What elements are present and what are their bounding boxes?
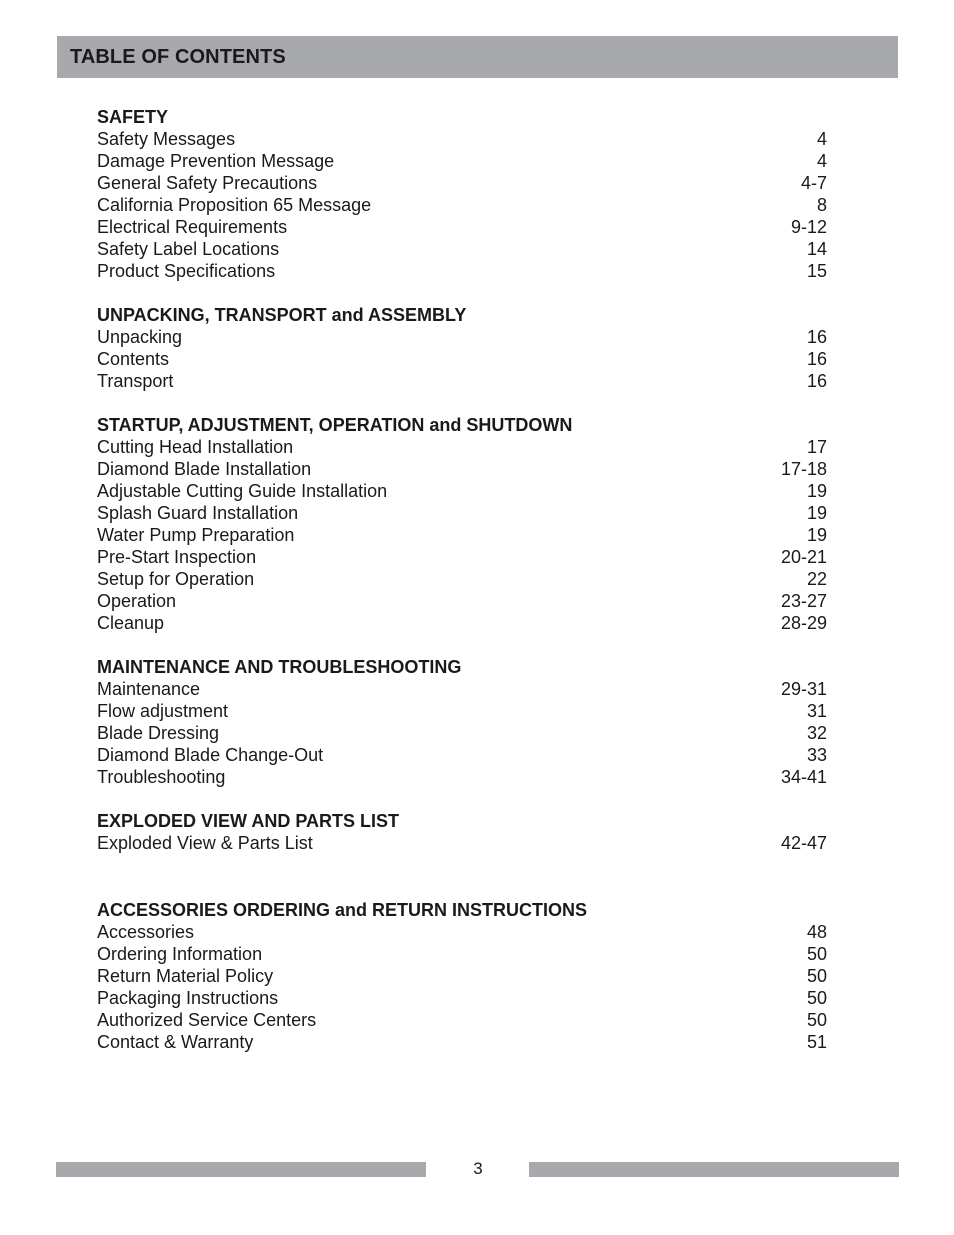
entry-title: Damage Prevention Message — [97, 151, 335, 171]
toc-entry[interactable] — [97, 832, 827, 854]
entry-page: 16 — [806, 349, 827, 369]
entry-page: 19 — [806, 525, 827, 545]
entry-page: 8 — [816, 195, 827, 215]
toc-entry[interactable] — [97, 678, 827, 700]
toc-section-safety — [97, 106, 827, 282]
entry-title: Contact & Warranty — [97, 1032, 254, 1052]
entry-title: General Safety Precautions — [97, 173, 318, 193]
entry-title: Diamond Blade Installation — [97, 459, 312, 479]
section-heading: STARTUP, ADJUSTMENT, OPERATION and SHUTDOWN — [97, 415, 573, 435]
page-title: TABLE OF CONTENTS — [70, 45, 286, 68]
entry-title: Safety Messages — [97, 129, 236, 149]
toc-entry[interactable] — [97, 766, 827, 788]
entry-title: Diamond Blade Change-Out — [97, 745, 324, 765]
entry-page: 19 — [806, 503, 827, 523]
toc-entry[interactable] — [97, 965, 827, 987]
entry-page: 17 — [806, 437, 827, 457]
entry-title: Maintenance — [97, 679, 201, 699]
entry-page: 23-27 — [780, 591, 827, 611]
toc-entry[interactable] — [97, 150, 827, 172]
toc-entry[interactable] — [97, 568, 827, 590]
toc-entry[interactable] — [97, 1009, 827, 1031]
entry-page: 31 — [806, 701, 827, 721]
entry-title: Blade Dressing — [97, 723, 220, 743]
section-heading: UNPACKING, TRANSPORT and ASSEMBLY — [97, 305, 467, 325]
entry-title: Safety Label Locations — [97, 239, 280, 259]
section-spacer — [97, 392, 827, 414]
entry-page: 50 — [806, 988, 827, 1008]
entry-page: 16 — [806, 327, 827, 347]
entry-title: Contents — [97, 349, 170, 369]
toc-entry[interactable] — [97, 194, 827, 216]
entry-page: 4-7 — [800, 173, 827, 193]
toc-entry[interactable] — [97, 326, 827, 348]
entry-page: 4 — [816, 151, 827, 171]
entry-title: Transport — [97, 371, 174, 391]
entry-title: Cutting Head Installation — [97, 437, 294, 457]
toc-entry[interactable] — [97, 943, 827, 965]
toc-entry[interactable] — [97, 744, 827, 766]
toc-entry[interactable] — [97, 260, 827, 282]
toc-section-exploded-view — [97, 810, 827, 854]
section-heading: EXPLODED VIEW AND PARTS LIST — [97, 811, 400, 831]
entry-page: 50 — [806, 1010, 827, 1030]
entry-title: Ordering Information — [97, 944, 263, 964]
entry-page: 42-47 — [780, 833, 827, 853]
toc-entry[interactable] — [97, 238, 827, 260]
toc-entry[interactable] — [97, 987, 827, 1009]
entry-page: 15 — [806, 261, 827, 281]
entry-page: 14 — [806, 239, 827, 259]
entry-page: 22 — [806, 569, 827, 589]
entry-title: Return Material Policy — [97, 966, 274, 986]
entry-page: 50 — [806, 944, 827, 964]
header-bar — [57, 36, 898, 78]
entry-page: 17-18 — [780, 459, 827, 479]
toc-entry[interactable] — [97, 216, 827, 238]
toc-entry[interactable] — [97, 128, 827, 150]
entry-page: 29-31 — [780, 679, 827, 699]
entry-title: Troubleshooting — [97, 767, 226, 787]
section-heading: ACCESSORIES ORDERING and RETURN INSTRUCTIONS — [97, 900, 588, 920]
toc-entry[interactable] — [97, 546, 827, 568]
entry-title: Authorized Service Centers — [97, 1010, 317, 1030]
entry-title: Splash Guard Installation — [97, 503, 299, 523]
entry-page: 34-41 — [780, 767, 827, 787]
entry-page: 9-12 — [790, 217, 827, 237]
toc-entry[interactable] — [97, 436, 827, 458]
toc-entry[interactable] — [97, 921, 827, 943]
entry-title: Water Pump Preparation — [97, 525, 295, 545]
entry-page: 33 — [806, 745, 827, 765]
toc-section-unpacking — [97, 304, 827, 392]
toc-entry[interactable] — [97, 700, 827, 722]
entry-page: 19 — [806, 481, 827, 501]
entry-title: Adjustable Cutting Guide Installation — [97, 481, 388, 501]
entry-title: Pre-Start Inspection — [97, 547, 257, 567]
toc-entry[interactable] — [97, 590, 827, 612]
entry-title: Product Specifications — [97, 261, 276, 281]
footer-bar-left — [56, 1162, 426, 1177]
section-spacer — [97, 282, 827, 304]
section-spacer — [97, 854, 827, 899]
toc-entry[interactable] — [97, 458, 827, 480]
toc-entry[interactable] — [97, 172, 827, 194]
section-heading: MAINTENANCE AND TROUBLESHOOTING — [97, 657, 462, 677]
toc-section-maintenance — [97, 656, 827, 788]
entry-page: 50 — [806, 966, 827, 986]
entry-title: Setup for Operation — [97, 569, 255, 589]
entry-page: 4 — [816, 129, 827, 149]
entry-title: Cleanup — [97, 613, 165, 633]
toc-entry[interactable] — [97, 612, 827, 634]
entry-title: Operation — [97, 591, 177, 611]
entry-title: Unpacking — [97, 327, 183, 347]
entry-title: California Proposition 65 Message — [97, 195, 372, 215]
toc-section-startup — [97, 414, 827, 634]
section-spacer — [97, 634, 827, 656]
entry-title: Flow adjustment — [97, 701, 229, 721]
footer-bar-right — [529, 1162, 899, 1177]
toc-section-accessories — [97, 899, 827, 1053]
section-heading: SAFETY — [97, 107, 169, 127]
entry-page: 16 — [806, 371, 827, 391]
entry-page: 20-21 — [780, 547, 827, 567]
entry-page: 51 — [806, 1032, 827, 1052]
toc-entry[interactable] — [97, 1031, 827, 1053]
toc-entry[interactable] — [97, 370, 827, 392]
section-spacer — [97, 788, 827, 810]
entry-page: 48 — [806, 922, 827, 942]
page-number: 3 — [473, 1159, 483, 1178]
entry-title: Electrical Requirements — [97, 217, 288, 237]
entry-page: 28-29 — [780, 613, 827, 633]
table-of-contents — [97, 106, 827, 1053]
toc-entry[interactable] — [97, 502, 827, 524]
toc-entry[interactable] — [97, 480, 827, 502]
toc-entry[interactable] — [97, 524, 827, 546]
toc-entry[interactable] — [97, 348, 827, 370]
entry-page: 32 — [806, 723, 827, 743]
entry-title: Packaging Instructions — [97, 988, 279, 1008]
entry-title: Exploded View & Parts List — [97, 833, 313, 853]
entry-title: Accessories — [97, 922, 195, 942]
toc-entry[interactable] — [97, 722, 827, 744]
